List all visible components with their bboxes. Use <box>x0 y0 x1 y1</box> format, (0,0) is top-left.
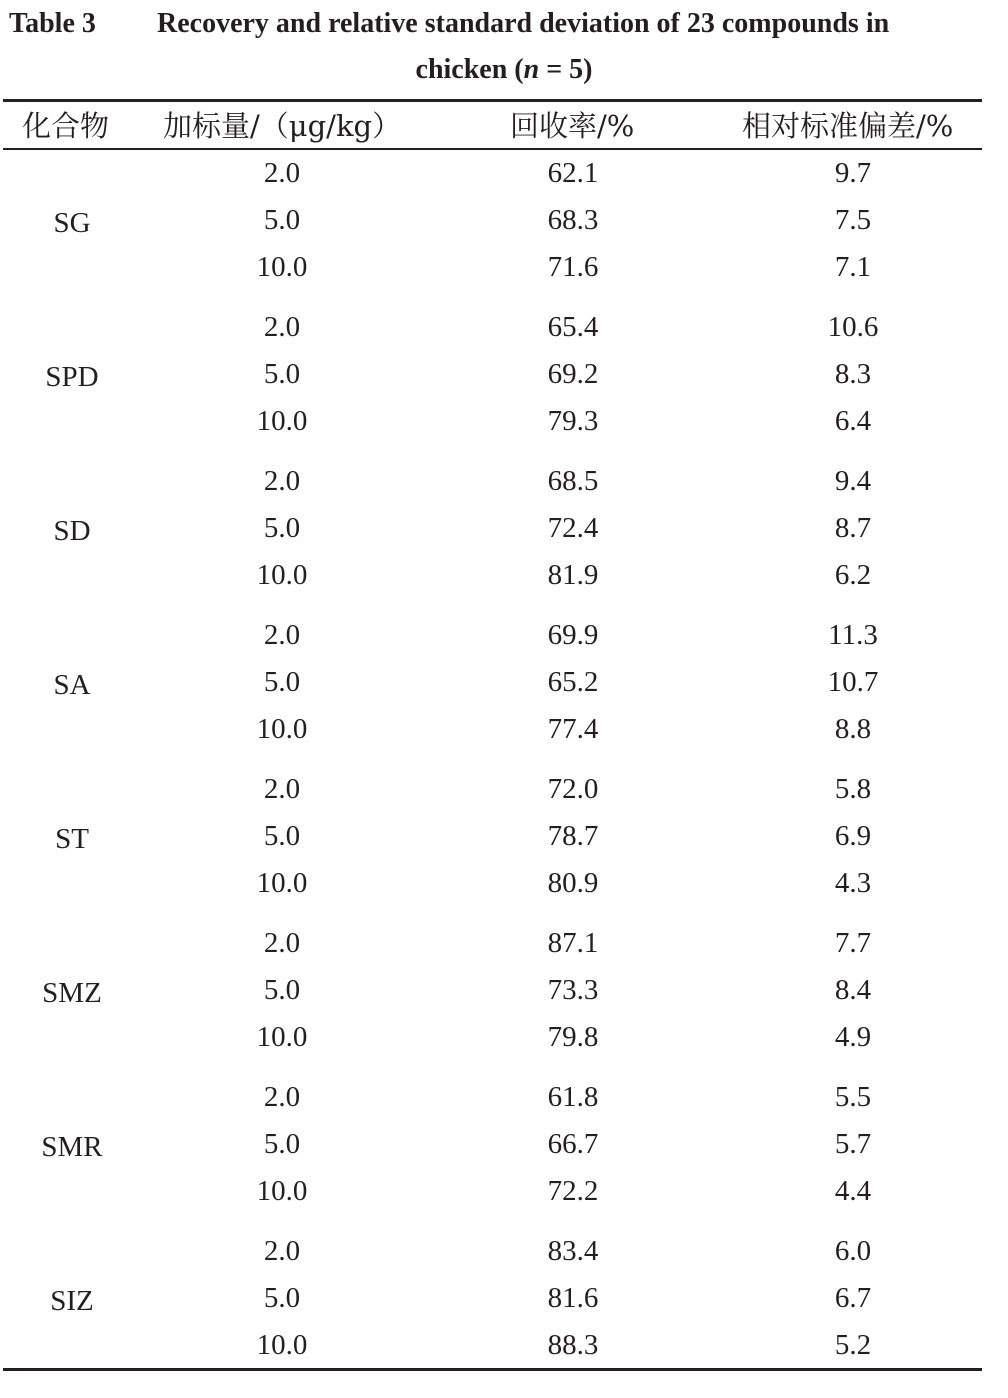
table-row <box>0 304 1008 351</box>
caption-line-2 <box>0 50 1008 90</box>
compound-name: SD <box>53 515 91 547</box>
table-row <box>0 1014 1008 1061</box>
table-row <box>0 1275 1008 1322</box>
rsd-cell: 7.5 <box>834 204 872 236</box>
table-group <box>0 304 1008 458</box>
header-rsd: 相对标准偏差/% <box>742 109 954 143</box>
spike-level-cell: 5.0 <box>263 974 301 1006</box>
recovery-cell: 72.4 <box>547 512 599 544</box>
rsd-cell: 6.4 <box>834 405 872 437</box>
compound-name: ST <box>55 823 89 855</box>
recovery-cell: 79.8 <box>547 1021 599 1053</box>
table-row <box>0 351 1008 398</box>
recovery-cell: 66.7 <box>547 1128 599 1160</box>
header-compound: 化合物 <box>22 109 110 143</box>
rsd-cell: 8.4 <box>834 974 872 1006</box>
rsd-cell: 4.9 <box>834 1021 872 1053</box>
table-group <box>0 150 1008 304</box>
recovery-cell: 72.0 <box>547 773 599 805</box>
rsd-cell: 6.0 <box>834 1235 872 1267</box>
table-row <box>0 967 1008 1014</box>
recovery-cell: 69.2 <box>547 358 599 390</box>
spike-level-cell: 5.0 <box>263 512 301 544</box>
spike-level-cell: 5.0 <box>263 666 301 698</box>
table-row <box>0 920 1008 967</box>
recovery-cell: 81.6 <box>547 1282 599 1314</box>
compound-name: SA <box>53 669 91 701</box>
table-row <box>0 1168 1008 1215</box>
spike-level-cell: 10.0 <box>256 1175 308 1207</box>
spike-level-cell: 2.0 <box>263 311 301 343</box>
rsd-cell: 7.7 <box>834 927 872 959</box>
table-title-line-1: Recovery and relative standard deviation of 23 compounds in <box>157 8 890 39</box>
recovery-cell: 72.2 <box>547 1175 599 1207</box>
rsd-cell: 10.6 <box>827 311 879 343</box>
spike-level-cell: 2.0 <box>263 1081 301 1113</box>
rsd-cell: 5.2 <box>834 1329 872 1361</box>
recovery-cell: 73.3 <box>547 974 599 1006</box>
recovery-cell: 80.9 <box>547 867 599 899</box>
table-row <box>0 1074 1008 1121</box>
recovery-cell: 65.2 <box>547 666 599 698</box>
table-row <box>0 1322 1008 1369</box>
compound-name: SMZ <box>42 977 102 1009</box>
table-row <box>0 552 1008 599</box>
recovery-cell: 62.1 <box>547 157 599 189</box>
rsd-cell: 8.7 <box>834 512 872 544</box>
recovery-cell: 87.1 <box>547 927 599 959</box>
spike-level-cell: 2.0 <box>263 619 301 651</box>
spike-level-cell: 10.0 <box>256 867 308 899</box>
table-row <box>0 398 1008 445</box>
recovery-cell: 78.7 <box>547 820 599 852</box>
rsd-cell: 5.7 <box>834 1128 872 1160</box>
table-group <box>0 458 1008 612</box>
compound-name: SMR <box>41 1131 103 1163</box>
table-group <box>0 766 1008 920</box>
recovery-cell: 61.8 <box>547 1081 599 1113</box>
table-row <box>0 244 1008 291</box>
recovery-cell: 65.4 <box>547 311 599 343</box>
spike-level-cell: 2.0 <box>263 157 301 189</box>
table-row <box>0 612 1008 659</box>
spike-level-cell: 5.0 <box>263 1128 301 1160</box>
rsd-cell: 5.5 <box>834 1081 872 1113</box>
recovery-cell: 68.5 <box>547 465 599 497</box>
recovery-cell: 79.3 <box>547 405 599 437</box>
table-row <box>0 766 1008 813</box>
table-row <box>0 659 1008 706</box>
rsd-cell: 8.8 <box>834 713 872 745</box>
rsd-cell: 5.8 <box>834 773 872 805</box>
table-group <box>0 1074 1008 1228</box>
table-group <box>0 920 1008 1074</box>
caption-line-1 <box>9 4 984 44</box>
table-row <box>0 505 1008 552</box>
recovery-cell: 88.3 <box>547 1329 599 1361</box>
recovery-cell: 68.3 <box>547 204 599 236</box>
spike-level-cell: 10.0 <box>256 559 308 591</box>
table-row <box>0 813 1008 860</box>
recovery-cell: 77.4 <box>547 713 599 745</box>
table-bottom-rule <box>3 1368 982 1371</box>
compound-name: SG <box>53 207 91 239</box>
table-title-line-2-post: = 5) <box>539 54 593 85</box>
table-label: Table 3 <box>9 8 96 39</box>
table-group <box>0 1228 1008 1382</box>
recovery-cell: 69.9 <box>547 619 599 651</box>
rsd-cell: 11.3 <box>828 619 878 651</box>
spike-level-cell: 5.0 <box>263 820 301 852</box>
table-title-variable: n <box>523 54 540 85</box>
table-title-line-2-pre: chicken ( <box>415 54 524 85</box>
spike-level-cell: 2.0 <box>263 1235 301 1267</box>
table-row <box>0 458 1008 505</box>
recovery-cell: 83.4 <box>547 1235 599 1267</box>
spike-level-cell: 5.0 <box>263 358 301 390</box>
compound-name: SPD <box>45 361 99 393</box>
spike-level-cell: 10.0 <box>256 251 308 283</box>
spike-level-cell: 2.0 <box>263 465 301 497</box>
rsd-cell: 9.7 <box>834 157 872 189</box>
table-row <box>0 197 1008 244</box>
rsd-cell: 6.7 <box>834 1282 872 1314</box>
rsd-cell: 8.3 <box>834 358 872 390</box>
rsd-cell: 7.1 <box>834 251 872 283</box>
recovery-cell: 81.9 <box>547 559 599 591</box>
rsd-cell: 9.4 <box>834 465 872 497</box>
spike-level-cell: 2.0 <box>263 927 301 959</box>
spike-level-cell: 2.0 <box>263 773 301 805</box>
spike-level-cell: 5.0 <box>263 204 301 236</box>
table-group <box>0 612 1008 766</box>
table-row <box>0 150 1008 197</box>
rsd-cell: 10.7 <box>827 666 879 698</box>
header-spike-level: 加标量/（μg/kg） <box>163 109 402 143</box>
rsd-cell: 6.9 <box>834 820 872 852</box>
header-recovery: 回收率/% <box>510 109 635 143</box>
rsd-cell: 4.3 <box>834 867 872 899</box>
spike-level-cell: 10.0 <box>256 1329 308 1361</box>
table-row <box>0 1228 1008 1275</box>
table-header-row <box>0 104 1008 148</box>
rsd-cell: 4.4 <box>834 1175 872 1207</box>
spike-level-cell: 10.0 <box>256 405 308 437</box>
rsd-cell: 6.2 <box>834 559 872 591</box>
spike-level-cell: 10.0 <box>256 1021 308 1053</box>
table-top-rule <box>3 99 982 102</box>
table-row <box>0 1121 1008 1168</box>
compound-name: SIZ <box>50 1285 94 1317</box>
table-row <box>0 706 1008 753</box>
spike-level-cell: 5.0 <box>263 1282 301 1314</box>
table-row <box>0 860 1008 907</box>
spike-level-cell: 10.0 <box>256 713 308 745</box>
recovery-cell: 71.6 <box>547 251 599 283</box>
